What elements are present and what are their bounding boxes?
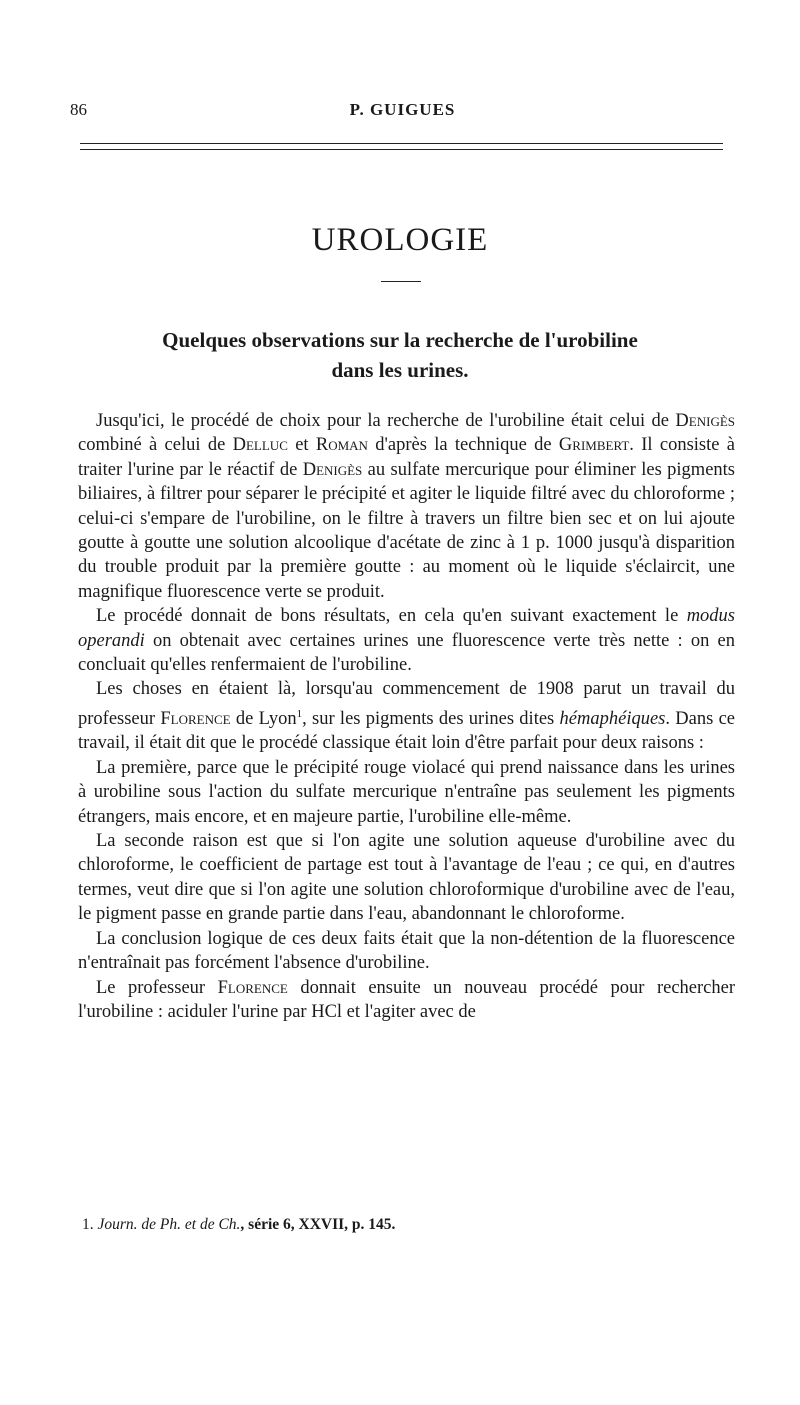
paragraph-4: La première, parce que le précipité rouge violacé qui prend naissance dans les urines à urobiline sous l'action du sulfate mercurique n'entraîne pas seulement les pigments étrangers, mais encore, et en majeure partie, l'urobiline elle-même.	[78, 757, 735, 827]
author-deniges-2: Denigès	[302, 459, 363, 480]
article-body	[78, 409, 735, 1024]
p1-text-c: et	[287, 435, 316, 456]
author-deniges: Denigès	[675, 411, 735, 431]
p3-text-c: , sur les pigments des urines dites	[302, 709, 560, 730]
article-title-line-2: dans les urines.	[331, 358, 469, 382]
p7-text-b: donnait ensuite un nouveau procédé pour rechercher l'urobiline : aciduler l'urine par HCl et l'agiter avec de	[78, 977, 735, 1022]
paragraph-6: La conclusion logique de ces deux faits était que la non-détention de la fluorescence n'entraînait pas forcément l'absence d'urobiline.	[78, 928, 735, 974]
paragraph-3	[78, 677, 735, 755]
footnote-ref: 1	[296, 707, 303, 720]
footnote	[82, 1216, 732, 1234]
paragraph-1	[78, 409, 735, 604]
author-florence: Florence	[160, 709, 231, 730]
p7-text-a: Le professeur	[96, 977, 218, 998]
p1-text-f: au sulfate mercurique pour éliminer les pigments biliaires, à filtrer pour séparer le précipité et agiter le liquide filtré avec du chloroforme ; celui-ci s'empare de l'urobiline, on le filtre à travers un filtre bien sec et on lui ajoute goutte à goutte une solution alcoolique d'acétate de zinc à 1 p. 1000 jusqu'à disparition du trouble produit par la première goutte : au moment où le liquide s'éclaircit, une magnifique fluorescence verte se produit.	[78, 459, 735, 602]
p1-text-a: Jusqu'ici, le procédé de choix pour la recherche de l'urobiline était celui de	[96, 411, 676, 431]
p2-text-a: Le procédé donnait de bons résultats, en cela qu'en suivant exactement le	[96, 606, 687, 627]
p3-text-d: . Dans ce travail, il était dit que le procédé classique était loin d'être parfait pour deux raisons :	[78, 709, 736, 754]
p1-text-e: . Il consiste à traiter l'urine par le réactif de	[78, 435, 736, 480]
running-head: P. GUIGUES	[349, 100, 456, 119]
footnote-number: 1.	[82, 1216, 94, 1233]
article-title-line-1: Quelques observations sur la recherche de l'urobiline	[162, 328, 638, 352]
header-double-rule	[80, 143, 723, 150]
p1-text-d: d'après la technique de	[367, 435, 559, 456]
paragraph-2	[78, 604, 735, 677]
footnote-journal: Journ. de Ph. et de Ch.	[97, 1216, 241, 1233]
page-number: 86	[70, 100, 87, 119]
p2-text-b: on obtenait avec certaines urines une fluorescence verte très nette : on en concluait qu'elles renfermaient de l'urobiline.	[78, 630, 735, 676]
p2-italic-modus-operandi: modus operandi	[78, 606, 735, 651]
section-title: UROLOGIE	[311, 222, 489, 258]
paragraph-5: La seconde raison est que si l'on agite une solution aqueuse d'urobiline avec du chloroforme, le coefficient de partage est tout à l'avantage de l'eau ; ce qui, en d'autres termes, veut dire que si l'on agite une solution chloroformique d'urobiline avec de l'eau, le pigment passe en grande partie dans l'eau, abandonnant le chloroforme.	[78, 831, 735, 925]
paragraph-7	[78, 976, 735, 1025]
page-header	[70, 100, 735, 124]
article-title	[60, 325, 740, 385]
author-delluc: Delluc	[232, 435, 288, 456]
title-divider	[381, 281, 421, 282]
p1-text-b: combiné à celui de	[78, 435, 233, 456]
p3-text-a: Les choses en étaient là, lorsqu'au commencement de 1908 parut un travail du professeur	[78, 679, 735, 730]
author-florence-2: Florence	[217, 977, 288, 998]
p3-text-b: de Lyon	[230, 709, 297, 730]
author-roman: Roman	[315, 435, 368, 456]
author-grimbert: Grimbert	[558, 435, 630, 456]
p3-italic-hemapheiques: hémaphéiques	[559, 709, 666, 730]
footnote-details: , série 6, XXVII, p. 145.	[240, 1216, 396, 1233]
